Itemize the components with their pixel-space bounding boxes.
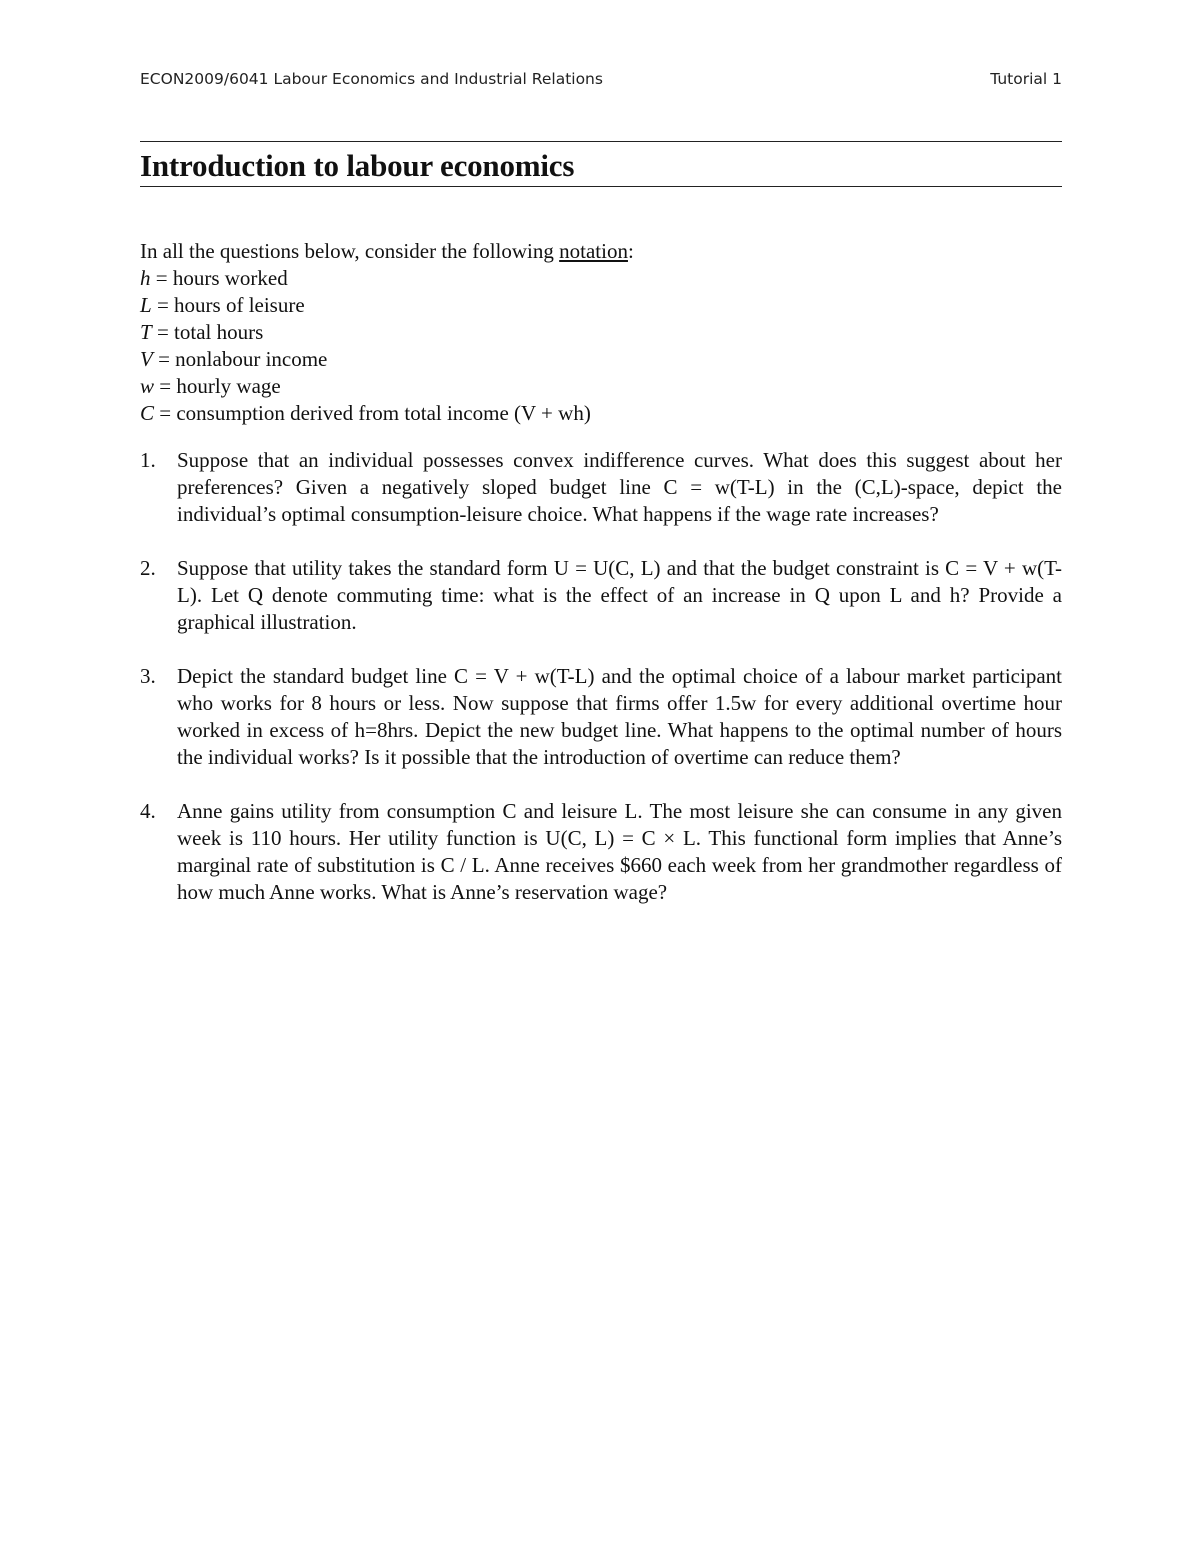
notation-item — [140, 292, 1062, 319]
notation-symbol: w — [140, 374, 155, 398]
notation-definition: = hourly wage — [154, 374, 281, 398]
notation-definition: = hours of leisure — [151, 293, 305, 317]
notation-definition: = hours worked — [150, 266, 288, 290]
notation-symbol: C — [140, 401, 155, 425]
document-body — [140, 238, 1062, 933]
question-list — [140, 447, 1062, 906]
question-number: 2. — [140, 556, 156, 580]
title-block — [140, 141, 1062, 187]
question-number: 3. — [140, 664, 156, 688]
intro-paragraph — [140, 238, 1062, 265]
question-item — [140, 663, 1062, 771]
notation-list — [140, 265, 1062, 427]
notation-symbol: h — [140, 266, 151, 290]
notation-item — [140, 346, 1062, 373]
page-title: Introduction to labour economics — [140, 148, 575, 183]
question-number: 4. — [140, 799, 156, 823]
page-header — [140, 70, 1062, 88]
question-item — [140, 798, 1062, 906]
notation-symbol: L — [140, 293, 152, 317]
question-number: 1. — [140, 448, 156, 472]
tutorial-label: Tutorial 1 — [990, 70, 1062, 88]
notation-definition: = total hours — [151, 320, 264, 344]
course-name: ECON2009/6041 Labour Economics and Industrial Relations — [140, 70, 603, 88]
question-text: Depict the standard budget line C = V + w(T-L) and the optimal choice of a labour market participant who works for 8 hours or less. Now suppose that firms offer 1.5w for every additional overtime hour worked in excess of h=8hrs. Depict the new budget line. What happens to the optimal number of hours the individual works? Is it possible that the introduction of overtime can reduce them? — [177, 664, 1062, 769]
intro-text: In all the questions below, consider the following — [140, 239, 560, 263]
intro-colon: : — [627, 239, 634, 263]
notation-item — [140, 319, 1062, 346]
notation-link: notation — [559, 239, 628, 263]
question-text: Anne gains utility from consumption C and leisure L. The most leisure she can consume in any given week is 110 hours. Her utility function is U(C, L) = C × L. This functional form implies that Anne’s marginal rate of substitution is C / L. Anne receives $660 each week from her grandmother regardless of how much Anne works. What is Anne’s reservation wage? — [177, 799, 1062, 904]
notation-item — [140, 373, 1062, 400]
question-item — [140, 555, 1062, 636]
question-item — [140, 447, 1062, 528]
notation-definition: = nonlabour income — [152, 347, 328, 371]
question-text: Suppose that an individual possesses convex indifference curves. What does this suggest about her preferences? Given a negatively sloped budget line C = w(T-L) in the (C,L)-space, depict the individual’s optimal consumption-leisure choice. What happens if the wage rate increases? — [177, 448, 1062, 526]
notation-item — [140, 265, 1062, 292]
notation-definition: = consumption derived from total income (V + wh) — [154, 401, 591, 425]
question-text: Suppose that utility takes the standard form U = U(C, L) and that the budget constraint is C = V + w(T-L). Let Q denote commuting time: what is the effect of an increase in Q upon L and h? Provide a graphical illustration. — [177, 556, 1062, 634]
notation-symbol: V — [140, 347, 153, 371]
notation-symbol: T — [140, 320, 152, 344]
notation-item — [140, 400, 1062, 427]
